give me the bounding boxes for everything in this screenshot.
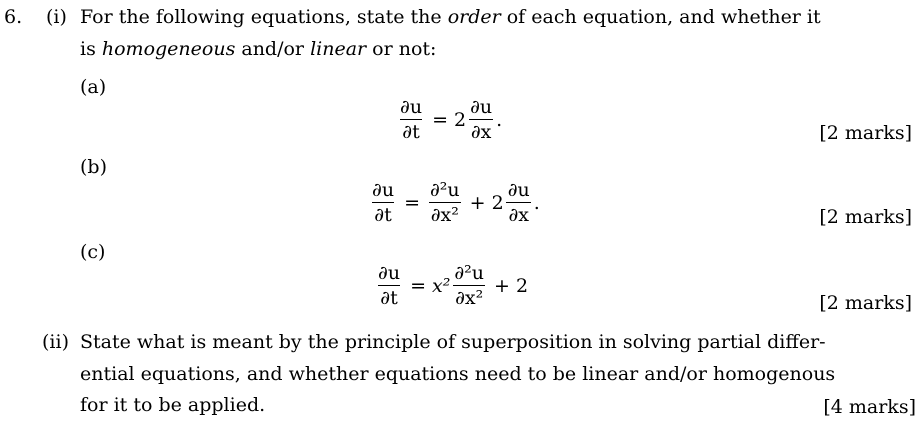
part-i-line-1-pre: For the following equations, state the [80,6,448,28]
eq-b-plus: + [469,192,486,214]
part-ii-label: (ii) [42,331,69,353]
eq-b-term1-den: ∂x² [430,204,459,226]
eq-a-equals: = [432,109,448,131]
part-i-line-2-post: or not: [366,38,437,60]
part-ii-marks: [4 marks] [823,396,916,418]
eq-a-end: . [496,109,503,131]
part-i-label: (i) [46,6,67,28]
eq-b-term2-den: ∂x [508,204,529,226]
eq-b-lhs-den: ∂t [374,204,392,226]
part-i-line-1 [80,8,821,27]
part-i-emphasis-order: order [447,6,501,28]
eq-a-coef: 2 [453,109,467,131]
eq-b-lhs-fraction [370,181,396,225]
eq-c-plus: + [494,275,510,297]
eq-b-equals: = [404,192,420,214]
eq-c-term1-fraction [452,264,486,308]
equation-a [396,98,502,142]
eq-b-end: . [533,192,540,214]
sub-b-marks: [2 marks] [819,206,912,228]
eq-b-coef: 2 [491,192,504,214]
eq-b-term2-fraction [506,181,532,225]
sub-c-marks: [2 marks] [819,292,912,314]
part-i-emphasis-linear: linear [310,38,367,60]
part-ii-line-1: State what is meant by the principle of superposition in solving partial differ- [80,331,826,353]
eq-a-lhs-den: ∂t [402,121,420,143]
question-number: 6. [4,6,23,28]
eq-a-lhs-fraction [398,98,424,142]
sub-a-marks: [2 marks] [819,122,912,144]
part-i-line-2-mid: and/or [235,38,311,60]
part-ii-line-2: ential equations, and whether equations need to be linear and/or homogenous [80,363,836,385]
eq-c-lhs-den: ∂t [380,287,398,309]
eq-c-lhs-num: ∂u [378,262,401,284]
eq-c-equals: = [410,275,426,297]
eq-b-term2-num: ∂u [507,179,530,201]
eq-c-term1-den: ∂x² [455,287,484,309]
sub-c-label: (c) [80,241,106,263]
part-i-line-2 [80,40,436,59]
part-i-line-1-post: of each equation, and whether it [500,6,821,28]
eq-a-rhs-den: ∂x [470,121,492,143]
part-ii-line-3: for it to be applied. [80,394,266,416]
equation-b [368,181,540,225]
eq-c-term1-num: ∂²u [454,262,485,284]
sub-b-label: (b) [80,156,107,178]
eq-a-rhs-num: ∂u [470,96,493,118]
eq-b-term1-num: ∂²u [429,179,460,201]
eq-c-lhs-fraction [376,264,402,308]
equation-c [374,264,528,308]
sub-a-label: (a) [80,76,107,98]
eq-b-term1-fraction [428,181,462,225]
eq-a-lhs-num: ∂u [400,96,423,118]
eq-b-lhs-num: ∂u [372,179,395,201]
part-i-emphasis-homogeneous: homogeneous [101,38,236,60]
eq-c-coef: x² [431,275,451,297]
eq-c-const: 2 [515,275,529,297]
part-i-line-2-pre: is [80,38,102,60]
eq-a-rhs-fraction [468,98,494,142]
